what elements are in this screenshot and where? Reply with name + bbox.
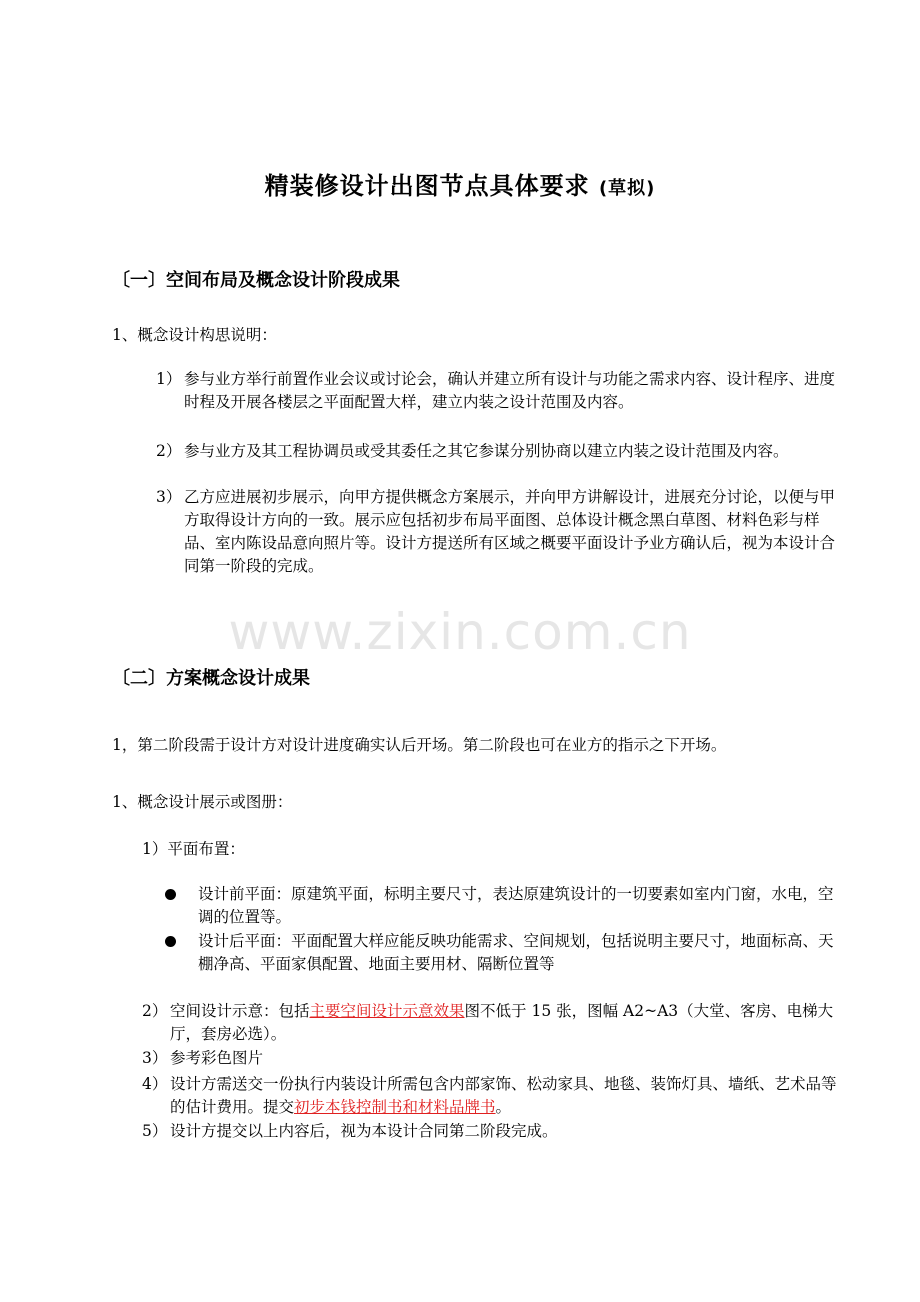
item-number: 2）: [142, 1002, 168, 1020]
section2-heading: 〔二〕方案概念设计成果: [112, 668, 310, 689]
bullet-icon: [165, 936, 176, 947]
item-number: 3）: [156, 488, 182, 506]
watermark: www.zixin.com.cn: [228, 603, 692, 661]
bullet-item-2: [165, 930, 841, 976]
section2-item-5: [142, 1120, 842, 1143]
effect-images-link[interactable]: 主要空间设计示意效果: [309, 1002, 465, 1020]
item-number: 1）: [156, 370, 182, 388]
item-text-post: 图不低于 15 张，图幅 A2~A3（大堂、客房、电梯大厅，套房必选）。: [170, 1002, 834, 1043]
item-number: 2）: [156, 442, 182, 460]
cost-control-link[interactable]: 初步本钱控制书和材料品牌书: [294, 1098, 496, 1116]
title-sub: (草拟): [598, 178, 656, 199]
section1-item-1: [156, 368, 840, 414]
section2-subheading: 1）平面布置：: [142, 840, 245, 858]
item-text: 设计方提交以上内容后，视为本设计合同第二阶段完成。: [170, 1122, 558, 1140]
bullet-text: 设计前平面：原建筑平面，标明主要尺寸，表达原建筑设计的一切要素如室内门窗，水电，空调的位置等。: [198, 885, 834, 926]
bullet-text: 设计后平面：平面配置大样应能反映功能需求、空间规划，包括说明主要尺寸，地面标高、天棚净高、平面家俱配置、地面主要用材、隔断位置等: [198, 932, 834, 973]
section1-heading: 〔一〕空间布局及概念设计阶段成果: [112, 270, 400, 291]
title-main: 精装修设计出图节点具体要求: [264, 172, 590, 200]
item-text: [170, 1000, 842, 1046]
section2-paragraph-2: 1、概念设计展示或图册：: [112, 793, 293, 811]
page-title: [0, 166, 920, 201]
item-text: 参考彩色图片: [170, 1049, 264, 1067]
item-text: 乙方应进展初步展示，向甲方提供概念方案展示，并向甲方讲解设计，进展充分讨论，以便与甲方取得设计方向的一致。展示应包括初步布局平面图、总体设计概念黑白草图、材料色彩与样品、室内陈设品意向照片等。设计方提送所有区域之概要平面设计予业方确认后，视为本设计合同第一阶段的完成。: [184, 488, 836, 575]
section1-paragraph: 1、概念设计构思说明：: [112, 326, 277, 344]
item-text-pre: 空间设计示意：包括: [170, 1002, 310, 1020]
item-text: [170, 1073, 842, 1119]
section1-item-3: [156, 486, 840, 578]
section1-item-2: [156, 440, 840, 463]
item-text-post: 。: [495, 1098, 512, 1116]
item-number: 4）: [142, 1075, 168, 1093]
section2-item-3: [142, 1047, 842, 1070]
item-number: 5）: [142, 1122, 168, 1140]
item-number: 3）: [142, 1049, 168, 1067]
bullet-item-1: [165, 883, 841, 929]
item-text-pre: 设计方需送交一份执行内装设计所需包含内部家饰、松动家具、地毯、装饰灯具、墙纸、艺术品等的估计费用。提交: [170, 1075, 837, 1116]
section2-item-2: [142, 1000, 842, 1046]
section2-item-4: [142, 1073, 842, 1119]
bullet-icon: [165, 889, 176, 900]
item-text: 参与业方举行前置作业会议或讨论会，确认并建立所有设计与功能之需求内容、设计程序、进度时程及开展各楼层之平面配置大样，建立内装之设计范围及内容。: [184, 370, 836, 411]
item-text: 参与业方及其工程协调员或受其委任之其它参谋分别协商以建立内装之设计范围及内容。: [184, 442, 789, 460]
section2-paragraph-1: 1，第二阶段需于设计方对设计进度确实认后开场。第二阶段也可在业方的指示之下开场。: [112, 736, 727, 754]
